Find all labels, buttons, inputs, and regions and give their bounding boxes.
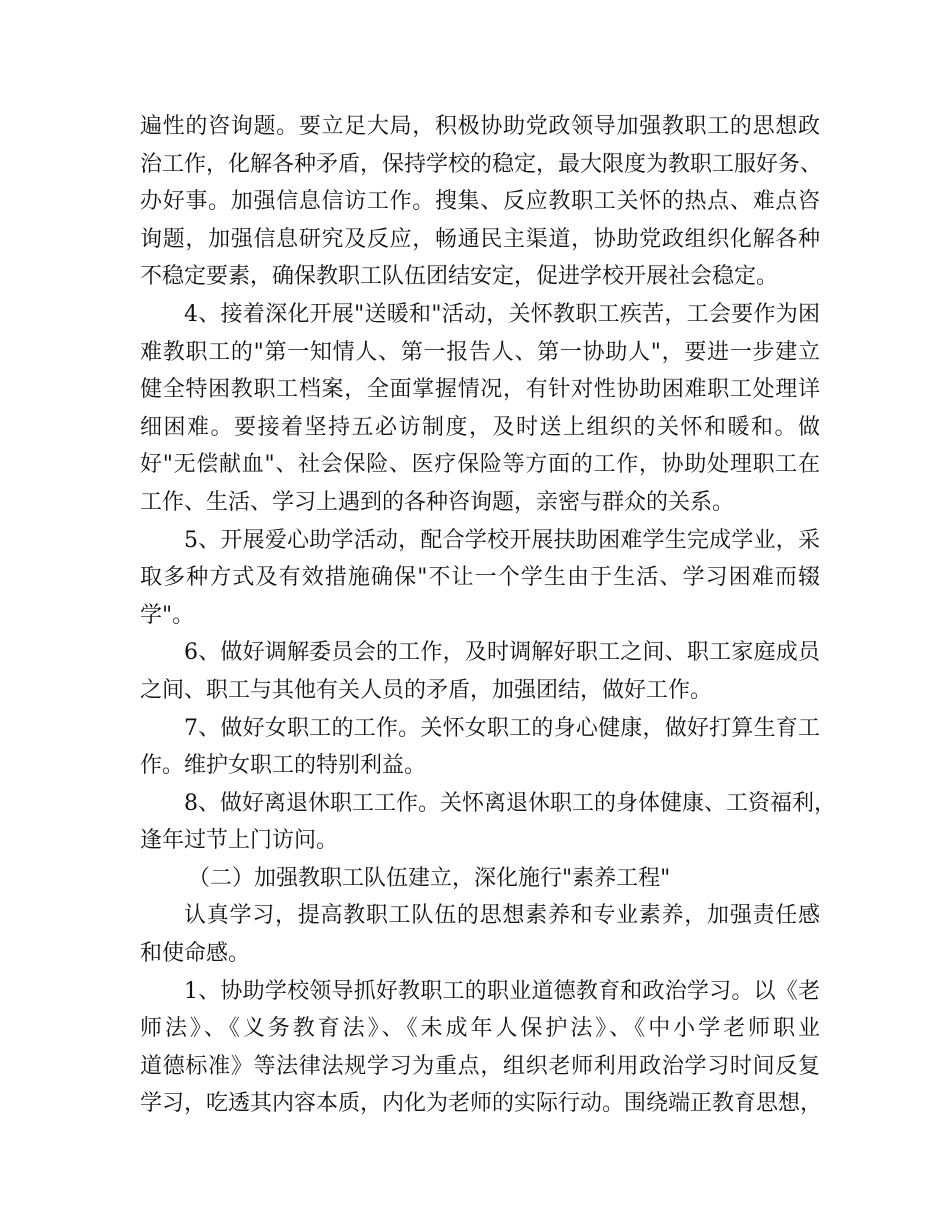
body-line: 师法》、《义务教育法》、《未成年人保护法》、《中小学老师职业 — [140, 1016, 820, 1042]
body-line: 工作、生活、学习上遇到的各种咨询题，亲密与群众的关系。 — [140, 489, 735, 515]
body-line: 遍性的咨询题。要立足大局，积极协助党政领导加强教职工的思想政 — [140, 114, 820, 139]
body-line: 健全特困教职工档案，全面掌握情况，有针对性协助困难职工处理详 — [140, 377, 820, 403]
body-line: 好"无偿献血"、社会保险、医疗保险等方面的工作，协助处理职工在 — [140, 452, 820, 478]
paragraph-first-line: 7、做好女职工的工作。关怀女职工的身心健康，做好打算生育工 — [184, 715, 820, 741]
paragraph-first-line: 1、协助学校领导抓好教职工的职业道德教育和政治学习。以《老 — [184, 978, 820, 1004]
body-line: 逢年过节上门访问。 — [140, 828, 339, 854]
body-line: 道德标准》等法律法规学习为重点，组织老师利用政治学习时间反复 — [140, 1053, 820, 1079]
body-line: 细困难。要接着坚持五必访制度，及时送上组织的关怀和暖和。做 — [140, 414, 820, 440]
paragraph-first-line: 认真学习，提高教职工队伍的思想素养和专业素养，加强责任感 — [184, 903, 820, 929]
body-line: 询题，加强信息研究及反应，畅通民主渠道，协助党政组织化解各种 — [140, 226, 820, 252]
body-line: 学"。 — [140, 602, 195, 628]
body-line: 学习，吃透其内容本质，内化为老师的实际行动。围绕端正教育思想， — [140, 1091, 823, 1117]
paragraph-first-line: 5、开展爱心助学活动，配合学校开展扶助困难学生完成学业，采 — [184, 527, 820, 553]
paragraph-first-line: 4、接着深化开展"送暖和"活动，关怀教职工疾苦，工会要作为困 — [184, 301, 820, 327]
body-line: 难教职工的"第一知情人、第一报告人、第一协助人"，要进一步建立 — [140, 339, 820, 365]
body-line: 办好事。加强信息信访工作。搜集、反应教职工关怀的热点、难点咨 — [140, 189, 820, 215]
paragraph-first-line: 8、做好离退休职工工作。关怀离退休职工的身体健康、工资福利， — [184, 790, 836, 816]
body-line: 治工作，化解各种矛盾，保持学校的稳定，最大限度为教职工服好务、 — [140, 151, 823, 177]
body-line: 取多种方式及有效措施确保"不让一个学生由于生活、学习困难而辍 — [140, 565, 820, 591]
body-line: 不稳定要素，确保教职工队伍团结安定，促进学校开展社会稳定。 — [140, 264, 779, 290]
paragraph-first-line: 6、做好调解委员会的工作，及时调解好职工之间、职工家庭成员 — [184, 640, 820, 666]
body-line: 之间、职工与其他有关人员的矛盾，加强团结，做好工作。 — [140, 677, 713, 703]
body-line: 和使命感。 — [140, 941, 251, 967]
document-body — [140, 108, 836, 1123]
body-line: 作。维护女职工的特别利益。 — [140, 753, 427, 779]
section-heading: （二）加强教职工队伍建立，深化施行"素养工程" — [188, 865, 671, 891]
